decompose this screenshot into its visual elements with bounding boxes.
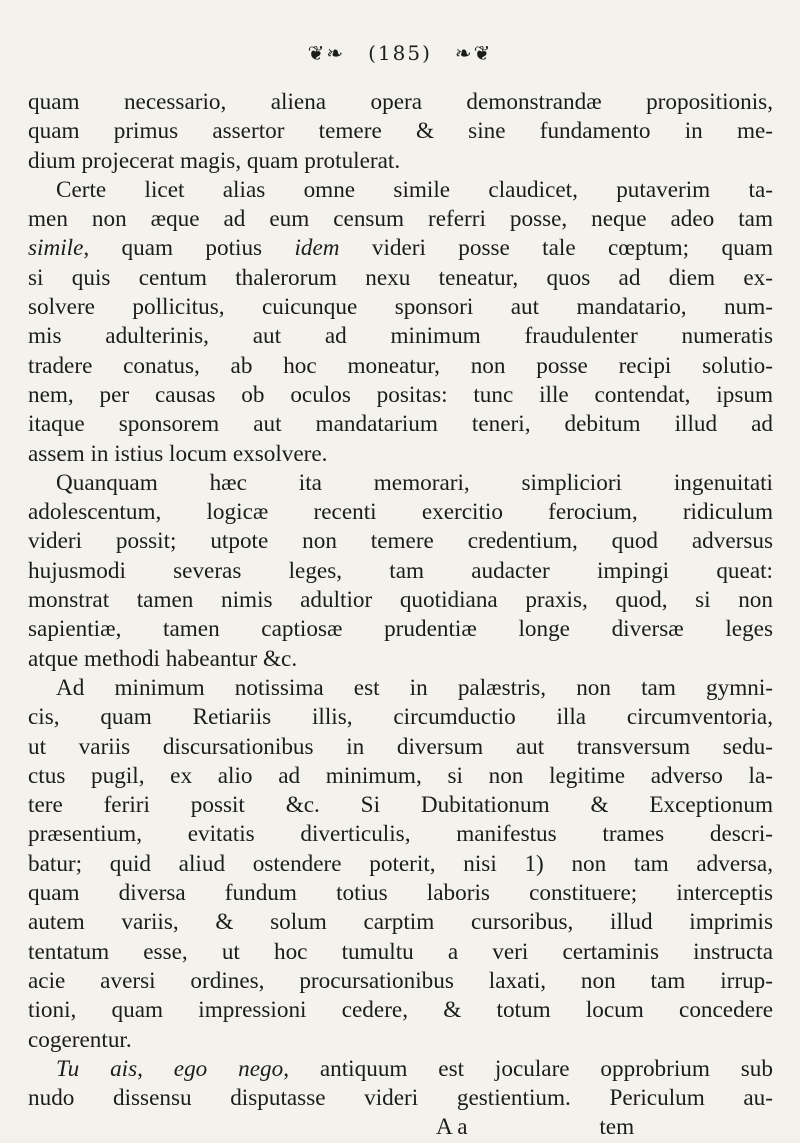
text-line: Certe licet alias omne simile claudicet, putaverim ta- bbox=[56, 176, 773, 203]
text-line: hujusmodi severas leges, tam audacter impingi queat: bbox=[28, 557, 773, 584]
text-line: quam diversa fundum totius laboris constituere; interceptis bbox=[28, 880, 773, 907]
right-ornament-icon: ❧❦ bbox=[454, 41, 493, 65]
text-line: batur; quid aliud ostendere poterit, nisi 1) non tam adversa, bbox=[28, 850, 773, 877]
text-line: solvere pollicitus, cuicunque sponsori aut mandatario, num- bbox=[28, 294, 773, 321]
text-line: præsentium, evitatis diverticulis, manifestus trames descri- bbox=[28, 821, 773, 848]
text-line: monstrat tamen nimis adultior quotidiana praxis, quod, si non bbox=[28, 587, 773, 614]
running-header bbox=[0, 40, 800, 65]
text-line: ut variis discursationibus in diversum aut transversum sedu- bbox=[28, 733, 773, 760]
text-line: autem variis, & solum carptim cursoribus, illud imprimis bbox=[28, 909, 773, 936]
text-line: mis adulterinis, aut ad minimum fraudulenter numeratis bbox=[28, 323, 773, 350]
text-line: men non æque ad eum censum referri posse, neque adeo tam bbox=[28, 206, 773, 233]
text-line: atque methodi habeantur &c. bbox=[28, 645, 298, 672]
text-line: ctus pugil, ex alio ad minimum, si non legitime adverso la- bbox=[28, 762, 773, 789]
text-line: tentatum esse, ut hoc tumultu a veri certaminis instructa bbox=[28, 938, 773, 965]
text-line: nudo dissensu disputasse videri gestientium. Periculum au- bbox=[28, 1085, 773, 1112]
text-line: Tu ais, ego nego, antiquum est joculare opprobrium sub bbox=[56, 1055, 773, 1082]
signature-line bbox=[28, 1113, 773, 1142]
text-line: tioni, quam impressioni cedere, & totum locum concedere bbox=[28, 997, 773, 1024]
text-line: cis, quam Retiariis illis, circumductio illa circumventoria, bbox=[28, 704, 773, 731]
text-line: adolescentum, logicæ recenti exercitio ferocium, ridiculum bbox=[28, 499, 773, 526]
text-line: tradere conatus, ab hoc moneatur, non posse recipi solutio- bbox=[28, 352, 773, 379]
text-line: quam primus assertor temere & sine fundamento in me- bbox=[28, 118, 773, 145]
text-line: cogerentur. bbox=[28, 1026, 132, 1053]
text-line: simile, quam potius idem videri posse tale cœptum; quam bbox=[28, 235, 773, 262]
text-line: Quanquam hæc ita memorari, simpliciori ingenuitati bbox=[56, 469, 773, 496]
text-line: dium projecerat magis, quam protulerat. bbox=[28, 147, 401, 174]
text-line: acie aversi ordines, procursationibus laxati, non tam irrup- bbox=[28, 967, 773, 994]
text-line: videri possit; utpote non temere credentium, quod adversus bbox=[28, 528, 773, 555]
text-line: sapientiæ, tamen captiosæ prudentiæ longe diversæ leges bbox=[28, 616, 773, 643]
catchword: tem bbox=[599, 1114, 635, 1141]
text-line: quam necessario, aliena opera demonstrandæ propositionis, bbox=[28, 89, 773, 115]
text-line: Ad minimum notissima est in palæstris, non tam gymni- bbox=[56, 674, 773, 701]
page-number: (185) bbox=[368, 41, 432, 65]
body-text bbox=[28, 88, 773, 1143]
text-line: itaque sponsorem aut mandatarium teneri, debitum illud ad bbox=[28, 411, 773, 438]
left-ornament-icon: ❦❧ bbox=[307, 41, 346, 65]
text-line: assem in istius locum exsolvere. bbox=[28, 440, 328, 467]
text-line: si quis centum thalerorum nexu teneatur, quos ad diem ex- bbox=[28, 264, 773, 291]
text-line: tere feriri possit &c. Si Dubitationum & Exceptionum bbox=[28, 792, 773, 819]
text-line: nem, per causas ob oculos positas: tunc ille contendat, ipsum bbox=[28, 381, 773, 408]
signature-mark: A a bbox=[436, 1114, 468, 1141]
